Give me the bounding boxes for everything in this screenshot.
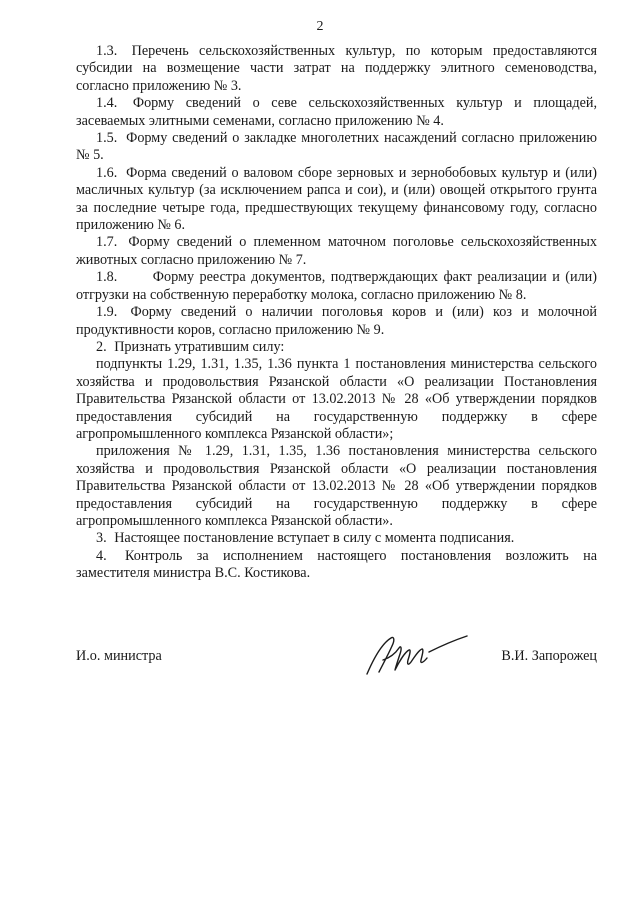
paragraph-text: Перечень сельскохозяйственных культур, по которым предоставляются субсидии на возмещение части затрат на поддержку элитного семеноводства, согласно приложению № 3. xyxy=(76,43,597,94)
paragraph-4 xyxy=(76,548,597,583)
paragraph-text: Контроль за исполнением настоящего постановления возложить на заместителя министра В.С. Костикова. xyxy=(76,547,597,582)
signatory-name: В.И. Запорожец xyxy=(501,648,597,664)
paragraph-2 xyxy=(76,339,597,356)
paragraph-number: 2. xyxy=(96,338,107,355)
paragraph-1-7 xyxy=(76,234,597,269)
paragraph-1-4 xyxy=(76,95,597,130)
paragraph-text: Форму сведений о наличии поголовья коров и (или) коз и молочной продуктивности коров, согласно приложению № 9. xyxy=(76,304,598,338)
paragraph-number: 1.9. xyxy=(96,304,118,321)
signature-block xyxy=(76,630,597,690)
paragraph-number: 1.4. xyxy=(96,95,118,112)
paragraph-number: 3. xyxy=(96,530,107,547)
paragraph-text: приложения № 1.29, 1.31, 1.35, 1.36 постановления министерства сельского хозяйства и продовольствия Рязанской области «О реализации постановления Правительства Рязанской области от 13.02.2013 № 28 «Об утверждении порядков предоставления субсидий на государственную поддержку в сфере агропромышленного комплекса Рязанской области». xyxy=(76,443,597,529)
paragraph-text: Признать утратившим силу: xyxy=(114,338,285,355)
paragraph-text: Форму сведений о закладке многолетних насаждений согласно приложению № 5. xyxy=(76,130,598,164)
paragraph-number: 1.6. xyxy=(96,164,118,181)
paragraph-1-9 xyxy=(76,304,597,339)
page-number: 2 xyxy=(316,19,324,34)
paragraph-text: подпункты 1.29, 1.31, 1.35, 1.36 пункта 1 постановления министерства сельского хозяйства и продовольствия Рязанской области «О реализации Постановления Правительства Рязанской области от 13.02.2013 № 28 «Об утверждении порядков предоставления субсидий на государственную поддержку в сфере агропромышленного комплекса Рязанской области»; xyxy=(76,356,597,442)
paragraph-text: Форма сведений о валовом сборе зерновых и зернобобовых культур и (или) масличных культур (за исключением рапса и сои), и (или) овощей открытого грунта за последние четыре года, предшествующих текущему финансовому году, согласно приложению № 6. xyxy=(76,164,597,234)
paragraph-number: 4. xyxy=(96,547,107,564)
handwritten-signature xyxy=(361,630,471,678)
paragraph-text: Форму сведений о племенном маточном поголовье сельскохозяйственных животных согласно приложению № 7. xyxy=(76,234,597,268)
paragraph-2-appendices xyxy=(76,443,597,530)
paragraph-1-3 xyxy=(76,43,597,95)
paragraph-number: 1.7. xyxy=(96,234,118,251)
signatory-position: И.о. министра xyxy=(76,648,162,664)
paragraph-text: Настоящее постановление вступает в силу с момента подписания. xyxy=(114,530,515,547)
paragraph-number: 1.3. xyxy=(96,43,118,59)
paragraph-1-8 xyxy=(76,269,597,304)
paragraph-3 xyxy=(76,530,597,547)
paragraph-number: 1.5. xyxy=(96,130,118,147)
document-body xyxy=(76,43,597,583)
paragraph-text: Форму сведений о севе сельскохозяйственных культур и площадей, засеваемых элитными семенами, согласно приложению № 4. xyxy=(76,95,598,129)
paragraph-1-6 xyxy=(76,165,597,235)
paragraph-1-5 xyxy=(76,130,597,165)
paragraph-text: Форму реестра документов, подтверждающих факт реализации и (или) отгрузки на собственную переработку молока, согласно приложению № 8. xyxy=(76,269,597,303)
paragraph-number: 1.8. xyxy=(96,269,118,286)
paragraph-2-subpoints xyxy=(76,356,597,443)
